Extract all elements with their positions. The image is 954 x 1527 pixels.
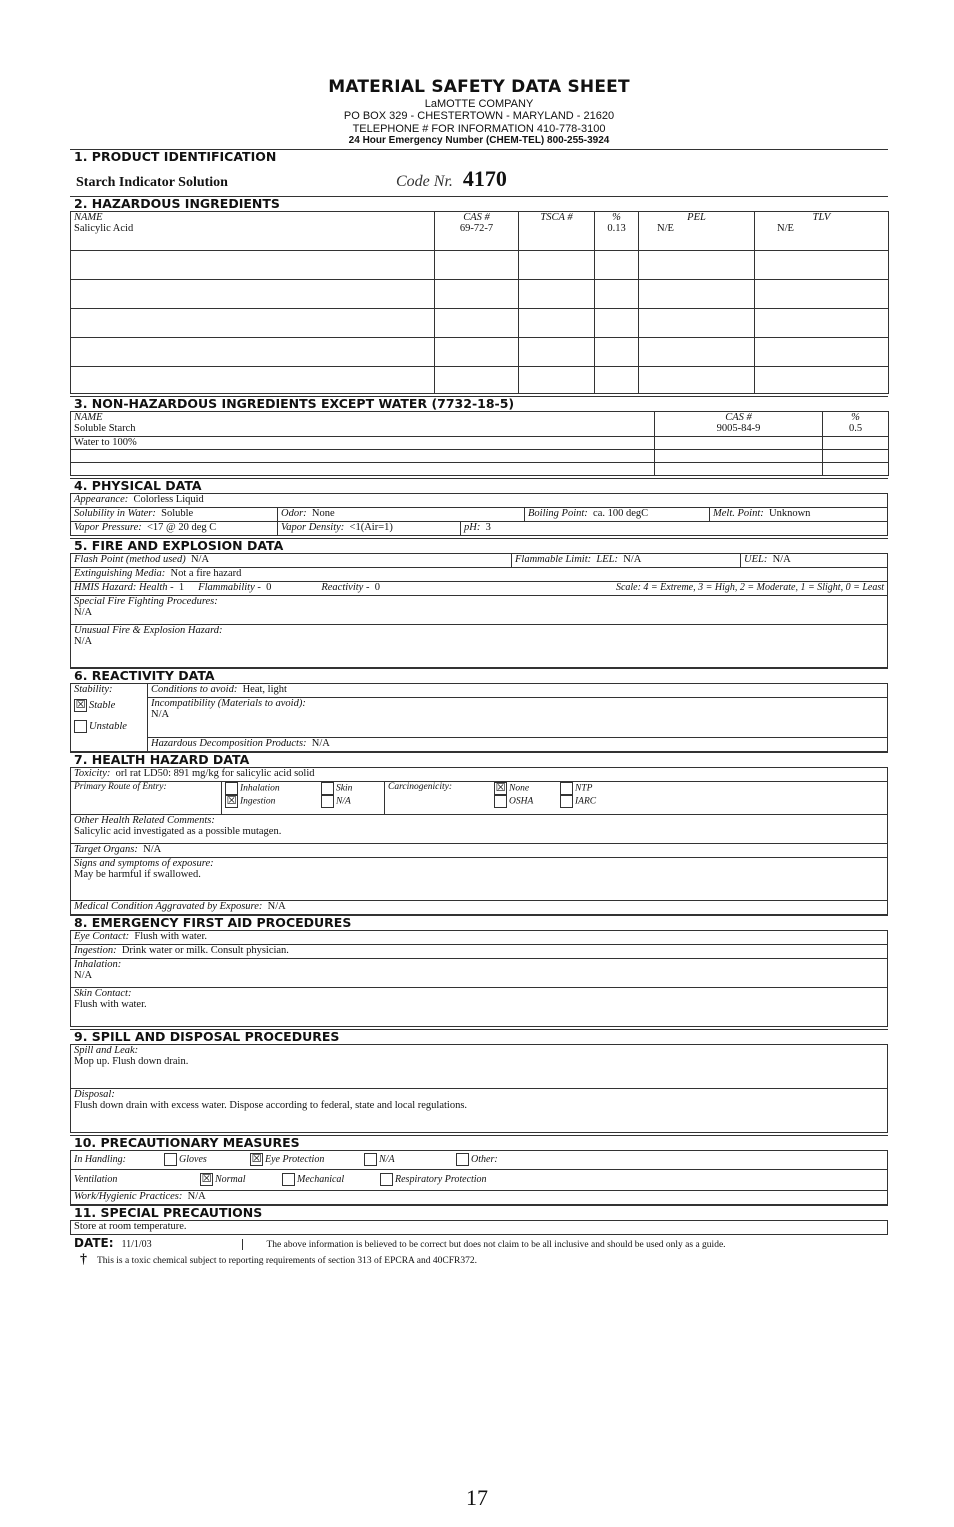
handling-row: [70, 1150, 888, 1170]
section-11-title: 11. SPECIAL PRECAUTIONS: [70, 1205, 888, 1220]
inhalation-value: N/A: [74, 969, 93, 981]
disposal-box: [70, 1089, 888, 1133]
vapor-pressure-label: Vapor Pressure:: [74, 521, 142, 533]
extinguishing-value: Not a fire hazard: [170, 567, 242, 579]
hmis-row: [70, 582, 888, 596]
col-header: PEL: [639, 211, 755, 223]
osha-label: OSHA: [509, 796, 534, 807]
col-header: %: [823, 412, 889, 424]
spill-leak-box: [70, 1044, 888, 1089]
stability-label: Stability:: [74, 683, 113, 695]
product-identification: [70, 164, 888, 194]
vapor-density-label: Vapor Density:: [281, 521, 345, 533]
vapor-density-value: <1(Air=1): [349, 521, 393, 533]
cell: 9005-84-9: [655, 423, 823, 436]
cell: [823, 436, 889, 449]
osha-checkbox[interactable]: [494, 795, 507, 808]
section-1-title: 1. PRODUCT IDENTIFICATION: [70, 149, 888, 164]
iarc-checkbox[interactable]: [560, 795, 573, 808]
flammability-value: 0: [266, 581, 272, 593]
gloves-checkbox[interactable]: [164, 1153, 177, 1166]
col-header: TSCA #: [519, 211, 595, 223]
col-header: TLV: [755, 211, 889, 223]
special-fire-label: Special Fire Fighting Procedures:: [74, 595, 218, 607]
section-2-title: 2. HAZARDOUS INGREDIENTS: [70, 196, 888, 211]
signs-symptoms: [70, 858, 888, 901]
ingestion-row: [70, 945, 888, 959]
unstable-checkbox[interactable]: [74, 720, 87, 733]
route-label: Primary Route of Entry:: [74, 781, 167, 792]
eye-contact-label: Eye Contact:: [74, 930, 130, 942]
table-row: [71, 223, 889, 251]
work-hygienic-label: Work/Hygienic Practices:: [74, 1190, 183, 1202]
ingestion-label: Ingestion:: [74, 944, 117, 956]
company-address: PO BOX 329 - CHESTERTOWN - MARYLAND - 21620: [343, 110, 615, 123]
other-health-value: Salicylic acid investigated as a possible mutagen.: [74, 825, 282, 837]
none-checkbox[interactable]: ☒: [495, 781, 506, 794]
uel-value: N/A: [772, 553, 791, 565]
skin-contact-box: [70, 988, 888, 1027]
cell: 0.13: [595, 223, 639, 251]
other-health-label: Other Health Related Comments:: [74, 814, 215, 826]
na-checkbox[interactable]: [321, 795, 334, 808]
other-checkbox[interactable]: [456, 1153, 469, 1166]
iarc-label: IARC: [575, 796, 597, 807]
hmis-label: HMIS Hazard:: [74, 581, 137, 593]
code-number: 4170: [462, 165, 507, 191]
solubility-row: [70, 508, 888, 522]
section-3-title: 3. NON-HAZARDOUS INGREDIENTS EXCEPT WATER (7732-18-5): [70, 396, 888, 411]
page-number: 17: [466, 1485, 488, 1510]
disposal-value: Flush down drain with excess water. Dispose according to federal, state and local regulations.: [74, 1099, 468, 1111]
unstable-label: Unstable: [89, 720, 127, 732]
health-value: 1: [178, 581, 185, 593]
respiratory-checkbox[interactable]: [380, 1173, 393, 1186]
non-hazardous-ingredients-table: [70, 411, 889, 476]
disposal-label: Disposal:: [74, 1088, 115, 1100]
medical-condition-value: N/A: [267, 900, 286, 912]
gloves-label: Gloves: [179, 1154, 207, 1166]
handling-na-label: N/A: [379, 1154, 395, 1166]
uel-label: UEL:: [744, 553, 768, 565]
odor-value: None: [311, 507, 335, 519]
section-7-title: 7. HEALTH HAZARD DATA: [70, 752, 888, 767]
cell: Salicylic Acid: [71, 223, 435, 251]
ntp-label: NTP: [575, 783, 593, 794]
ph-value: 3: [485, 521, 491, 533]
target-organs-row: [70, 844, 888, 858]
doc-title: MATERIAL SAFETY DATA SHEET: [328, 77, 630, 97]
decomposition-label: Hazardous Decomposition Products:: [151, 737, 307, 749]
signs-label: Signs and symptoms of exposure:: [74, 857, 214, 869]
date-row: [70, 1236, 888, 1250]
unusual-fire-hazard: [70, 625, 888, 668]
work-hygienic-value: N/A: [187, 1190, 206, 1202]
eye-protection-checkbox[interactable]: ☒: [251, 1153, 262, 1166]
appearance-label: Appearance:: [74, 493, 129, 505]
dagger-symbol: †: [80, 1251, 87, 1267]
skin-contact-value: Flush with water.: [74, 998, 147, 1010]
health-label: Health -: [138, 581, 174, 593]
col-header: NAME: [71, 211, 435, 223]
melt-point-value: Unknown: [769, 507, 811, 519]
boiling-point-label: Boiling Point:: [528, 507, 588, 519]
appearance-row: [70, 493, 888, 508]
target-organs-label: Target Organs:: [74, 843, 138, 855]
none-label: None: [509, 783, 530, 794]
inhalation-label: Inhalation:: [74, 958, 122, 970]
appearance-value: Colorless Liquid: [133, 493, 204, 505]
normal-checkbox[interactable]: ☒: [201, 1173, 212, 1186]
solubility-value: Soluble: [161, 507, 194, 519]
cell: [655, 436, 823, 449]
other-label: Other:: [471, 1154, 498, 1166]
boiling-point-value: ca. 100 degC: [593, 507, 649, 519]
normal-label: Normal: [215, 1174, 246, 1186]
flash-point-label: Flash Point (method used): [74, 553, 186, 565]
section-6-title: 6. REACTIVITY DATA: [70, 668, 888, 683]
date-label: DATE:: [74, 1235, 114, 1250]
table-row: [71, 436, 889, 449]
toxicity-row: [70, 767, 888, 782]
other-health-comments: [70, 815, 888, 844]
section-9-title: 9. SPILL AND DISPOSAL PROCEDURES: [70, 1029, 888, 1044]
vapor-row: [70, 522, 888, 536]
flammable-limit-label: Flammable Limit:: [515, 553, 592, 565]
section-5-title: 5. FIRE AND EXPLOSION DATA: [70, 538, 888, 553]
reactivity-value: 0: [374, 581, 380, 593]
section-4-title: 4. PHYSICAL DATA: [70, 478, 888, 493]
incompatibility-value: N/A: [151, 708, 170, 720]
extinguishing-label: Extinguishing Media:: [74, 567, 166, 579]
mechanical-label: Mechanical: [297, 1174, 345, 1186]
stability-column: [71, 684, 148, 751]
table-row: [71, 367, 889, 394]
skin-checkbox[interactable]: [321, 782, 334, 795]
extinguishing-row: [70, 568, 888, 582]
ingestion-label: Ingestion: [240, 796, 276, 807]
flash-point-value: N/A: [190, 553, 210, 565]
msds-sheet: [70, 78, 888, 1268]
flash-point-row: [70, 553, 888, 568]
disclaimer: The above information is believed to be correct but does not claim to be all inclusive and should be used only as a guide.: [266, 1239, 726, 1250]
col-header: NAME: [71, 412, 655, 424]
reactivity-block: [70, 683, 888, 752]
decomposition-value: N/A: [311, 737, 330, 749]
cell: [519, 223, 595, 251]
table-row: [71, 251, 889, 280]
cell: 69-72-7: [435, 223, 519, 251]
section-8-title: 8. EMERGENCY FIRST AID PROCEDURES: [70, 915, 888, 930]
flammability-label: Flammability -: [198, 581, 261, 593]
medical-condition-label: Medical Condition Aggravated by Exposure:: [74, 900, 263, 912]
ingestion-checkbox[interactable]: ☒: [226, 793, 237, 807]
hmis-scale: Scale: 4 = Extreme, 3 = High, 2 = Moderate, 1 = Slight, 0 = Least: [615, 581, 884, 593]
company-phone: TELEPHONE # FOR INFORMATION 410-778-3100: [352, 122, 606, 135]
spill-label: Spill and Leak:: [74, 1044, 139, 1056]
ingestion-value: Drink water or milk. Consult physician.: [121, 944, 289, 956]
vapor-pressure-value: <17 @ 20 deg C: [147, 521, 217, 533]
reactivity-label: Reactivity -: [321, 581, 370, 593]
ventilation-label: Ventilation: [74, 1174, 118, 1186]
emergency-number: 24 Hour Emergency Number (CHEM-TEL) 800-255-3924: [348, 135, 610, 147]
cell: N/E: [639, 223, 755, 251]
cell: 0.5: [823, 423, 889, 436]
table-row: [71, 338, 889, 367]
work-hygienic-row: [70, 1191, 888, 1205]
eye-protection-label: Eye Protection: [265, 1154, 325, 1166]
special-precautions-value: Store at room temperature.: [74, 1220, 187, 1232]
lel-label: LEL:: [596, 553, 618, 565]
lel-value: N/A: [623, 553, 642, 565]
medical-condition-row: [70, 901, 888, 915]
table-row: [71, 280, 889, 309]
skin-contact-label: Skin Contact:: [74, 987, 132, 999]
cell: N/E: [755, 223, 889, 251]
epcra-note-row: [70, 1252, 888, 1268]
solubility-label: Solubility in Water:: [74, 507, 156, 519]
code-label: Code Nr.: [396, 172, 453, 190]
target-organs-value: N/A: [143, 843, 162, 855]
skin-label: Skin: [336, 783, 353, 794]
special-fire-value: N/A: [74, 606, 93, 618]
conditions-value: Heat, light: [242, 683, 287, 695]
col-header: CAS #: [435, 211, 519, 223]
inhalation-label: Inhalation: [240, 783, 280, 794]
carcinogenicity-label: Carcinogenicity:: [388, 781, 453, 792]
handling-na-checkbox[interactable]: [364, 1153, 377, 1166]
table-row: [71, 423, 889, 436]
cell: Soluble Starch: [71, 423, 655, 436]
special-precautions-row: [70, 1220, 888, 1235]
ntp-checkbox[interactable]: [560, 782, 573, 795]
melt-point-label: Melt. Point:: [713, 507, 764, 519]
toxicity-label: Toxicity:: [74, 767, 111, 779]
unusual-fire-value: N/A: [74, 635, 93, 647]
route-row: [70, 782, 888, 815]
eye-contact-row: [70, 930, 888, 945]
hazardous-ingredients-table: [70, 211, 889, 395]
odor-label: Odor:: [281, 507, 307, 519]
unusual-fire-label: Unusual Fire & Explosion Hazard:: [74, 624, 223, 636]
col-header: %: [595, 211, 639, 223]
company-name: LaMOTTE COMPANY: [424, 97, 534, 110]
cell: Water to 100%: [71, 436, 655, 449]
col-header: CAS #: [655, 412, 823, 424]
section-10-title: 10. PRECAUTIONARY MEASURES: [70, 1135, 888, 1150]
respiratory-label: Respiratory Protection: [395, 1174, 487, 1186]
stable-checkbox[interactable]: ☒: [75, 697, 86, 711]
handling-label: In Handling:: [74, 1154, 126, 1166]
table-row: [71, 309, 889, 338]
conditions-label: Conditions to avoid:: [151, 683, 238, 695]
na-label: N/A: [336, 796, 351, 807]
inhalation-box: [70, 959, 888, 988]
spill-value: Mop up. Flush down drain.: [74, 1055, 189, 1067]
mechanical-checkbox[interactable]: [282, 1173, 295, 1186]
ph-label: pH:: [464, 521, 481, 533]
epcra-note: This is a toxic chemical subject to reporting requirements of section 313 of EPCRA and 40CFR372.: [97, 1255, 477, 1266]
date-value: 11/1/03: [114, 1239, 243, 1250]
product-name: Starch Indicator Solution: [76, 174, 228, 190]
signs-value: May be harmful if swallowed.: [74, 868, 201, 880]
eye-contact-value: Flush with water.: [134, 930, 207, 942]
stable-label: Stable: [89, 699, 116, 711]
ventilation-row: [70, 1170, 888, 1191]
toxicity-value: orl rat LD50: 891 mg/kg for salicylic acid solid: [115, 767, 315, 779]
special-fire-procedures: [70, 596, 888, 625]
incompatibility-label: Incompatibility (Materials to avoid):: [151, 697, 306, 709]
header: [70, 78, 888, 147]
